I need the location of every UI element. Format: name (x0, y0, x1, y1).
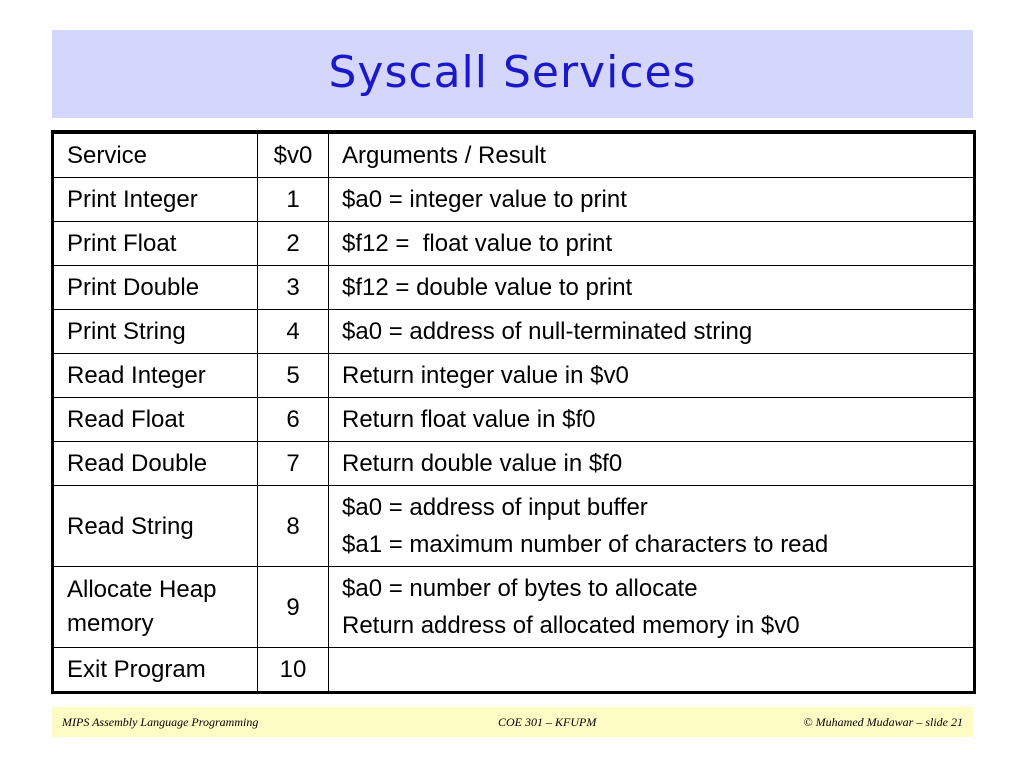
service-cell: Print Float (54, 222, 258, 266)
footer-bar (52, 707, 973, 737)
service-cell: Read Double (54, 442, 258, 486)
table-row (54, 398, 974, 442)
v0-cell: 3 (258, 266, 329, 310)
args-line: Return address of allocated memory in $v0 (342, 612, 800, 639)
v0-cell: 10 (258, 648, 329, 692)
service-cell: Print Integer (54, 178, 258, 222)
v0-cell: 6 (258, 398, 329, 442)
args-cell: $a0 = address of null-terminated string (329, 310, 974, 354)
v0-cell: 1 (258, 178, 329, 222)
args-cell: Return double value in $f0 (329, 442, 974, 486)
table-row (54, 266, 974, 310)
table-row (54, 648, 974, 692)
args-line: $a0 = number of bytes to allocate (342, 575, 698, 602)
service-cell: Read String (54, 486, 258, 567)
header-args: Arguments / Result (329, 134, 974, 178)
args-cell (329, 486, 974, 567)
v0-cell: 7 (258, 442, 329, 486)
footer-course-code: COE 301 – KFUPM (498, 715, 597, 729)
table-row (54, 354, 974, 398)
service-cell: Read Integer (54, 354, 258, 398)
args-cell (329, 648, 974, 692)
service-line: Allocate Heap (67, 576, 217, 603)
args-cell: $f12 = float value to print (329, 222, 974, 266)
v0-cell: 9 (258, 567, 329, 648)
args-cell: $f12 = double value to print (329, 266, 974, 310)
table-row (54, 442, 974, 486)
header-service: Service (54, 134, 258, 178)
footer-course-name: MIPS Assembly Language Programming (62, 715, 259, 729)
service-line: memory (67, 610, 154, 637)
args-line: $a1 = maximum number of characters to read (342, 531, 829, 558)
args-cell (329, 567, 974, 648)
table-row (54, 310, 974, 354)
v0-cell: 8 (258, 486, 329, 567)
table-row (54, 486, 974, 567)
table-row (54, 222, 974, 266)
service-cell: Print Double (54, 266, 258, 310)
slide-title: Syscall Services (328, 47, 697, 98)
title-bar (52, 30, 973, 118)
syscall-table-frame (51, 130, 976, 694)
footer-slide-credit: © Muhamed Mudawar – slide 21 (803, 715, 963, 729)
header-row (54, 134, 974, 178)
v0-cell: 2 (258, 222, 329, 266)
v0-cell: 5 (258, 354, 329, 398)
service-cell: Print String (54, 310, 258, 354)
args-cell: Return integer value in $v0 (329, 354, 974, 398)
args-cell: Return float value in $f0 (329, 398, 974, 442)
args-cell: $a0 = integer value to print (329, 178, 974, 222)
header-v0: $v0 (258, 134, 329, 178)
service-cell: Exit Program (54, 648, 258, 692)
syscall-table (53, 133, 974, 692)
args-line: $a0 = address of input buffer (342, 494, 648, 521)
v0-cell: 4 (258, 310, 329, 354)
table-row (54, 567, 974, 648)
service-cell (54, 567, 258, 648)
service-cell: Read Float (54, 398, 258, 442)
table-row (54, 178, 974, 222)
